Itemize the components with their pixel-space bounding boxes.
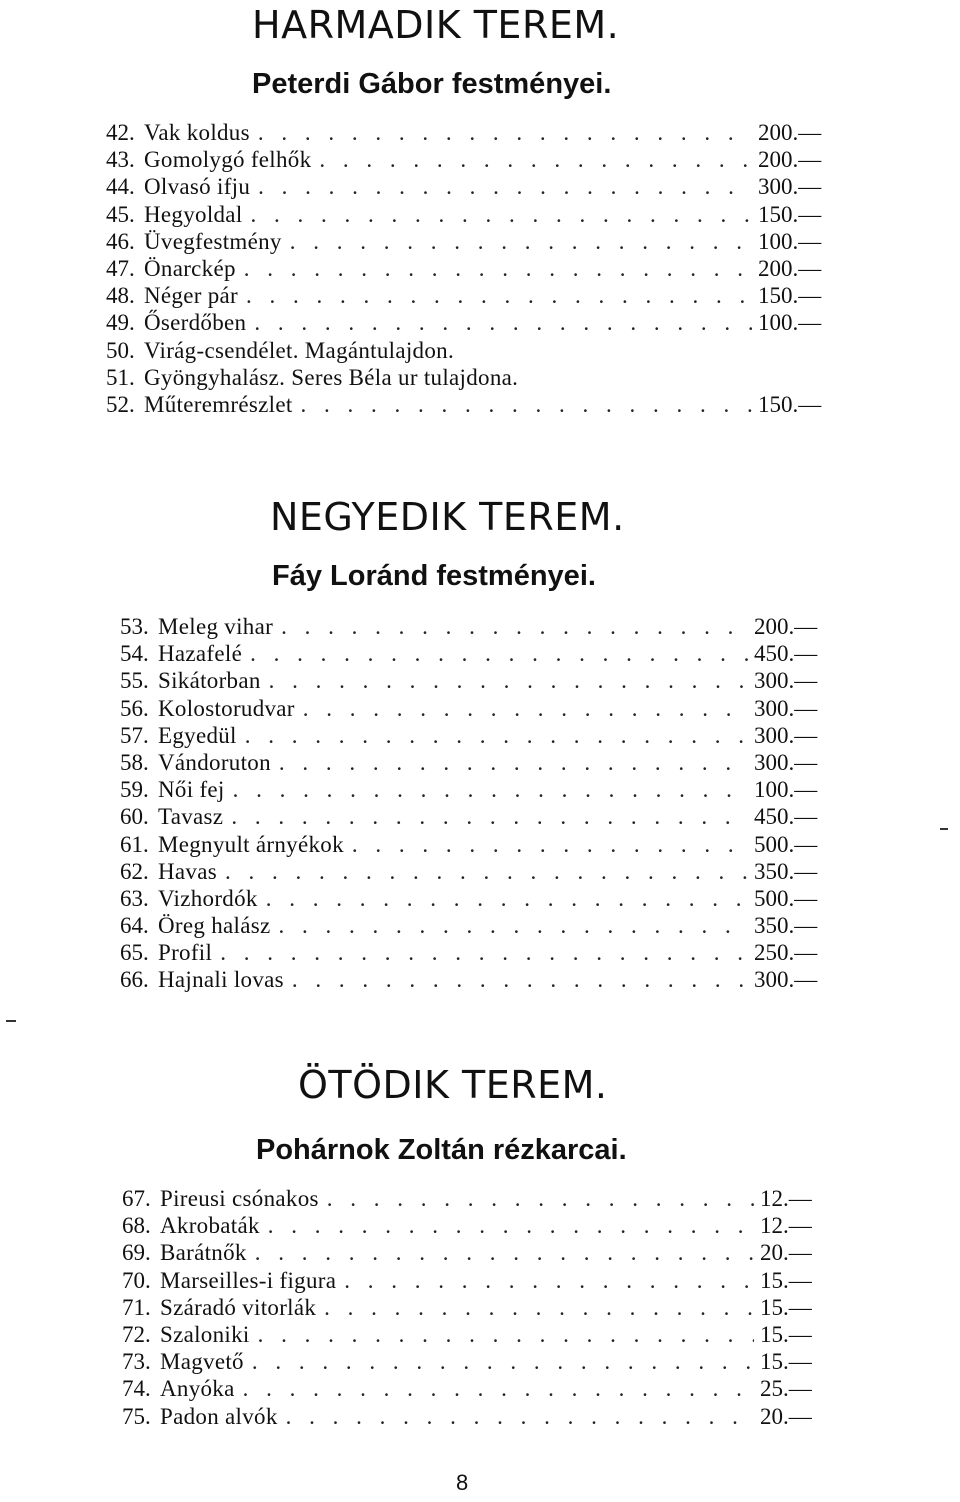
entry-price: 450.— — [754, 804, 818, 830]
catalog-entry — [122, 1322, 838, 1349]
catalog-entry — [120, 777, 832, 804]
entry-number: 49. — [106, 310, 135, 336]
entry-price: 15.— — [760, 1349, 812, 1375]
catalog-entry — [122, 1213, 838, 1240]
dot-leader — [344, 832, 748, 858]
entry-number: 72. — [122, 1321, 151, 1347]
entry-number: 44. — [106, 174, 135, 200]
entry-price: 350.— — [754, 913, 818, 939]
entry-title: Gomolygó felhők — [144, 147, 312, 173]
entry-price: 100.— — [758, 228, 822, 254]
entry-number: 62. — [120, 858, 149, 884]
catalog-entry — [106, 147, 836, 174]
entry-price: 250.— — [754, 940, 818, 966]
entry-title: Hajnali lovas — [158, 967, 284, 993]
catalog-entry — [120, 913, 832, 940]
entry-price: 200.— — [754, 614, 818, 639]
catalog-entry — [120, 886, 832, 913]
entry-title: Tavasz — [158, 804, 224, 830]
entry-number: 48. — [106, 283, 135, 309]
entry-number: 59. — [120, 777, 149, 803]
entry-price: 300.— — [754, 668, 818, 694]
entry-title: Sikátorban — [158, 668, 261, 694]
entry-price: 12.— — [760, 1213, 812, 1239]
catalog-entry — [122, 1404, 838, 1431]
dot-leader — [212, 940, 748, 966]
entry-price: 150.— — [758, 391, 822, 417]
entry-price: 200.— — [758, 120, 822, 145]
dot-leader — [246, 310, 752, 336]
dot-leader — [336, 1268, 754, 1294]
entry-price: 25.— — [760, 1376, 812, 1402]
dot-leader — [243, 202, 752, 228]
catalog-entry — [120, 641, 832, 668]
entry-number: 63. — [120, 885, 149, 911]
dot-leader — [250, 120, 752, 146]
entry-title: Vak koldus — [144, 120, 250, 145]
section-subheading-fay: Fáy Loránd festményei. — [272, 560, 596, 592]
dot-leader — [293, 392, 752, 418]
entry-title: Hegyoldal — [144, 201, 243, 227]
dot-leader — [271, 913, 749, 939]
dot-leader — [311, 147, 752, 173]
entry-number: 66. — [120, 967, 149, 993]
catalog-entry — [120, 696, 832, 723]
catalog-entry — [106, 365, 836, 392]
entry-number: 73. — [122, 1349, 151, 1375]
dot-leader — [242, 641, 748, 667]
entry-title: Marseilles-i figura — [160, 1267, 337, 1293]
catalog-entry — [120, 750, 832, 777]
dot-leader — [316, 1295, 754, 1321]
entry-price: 100.— — [758, 310, 822, 336]
dot-leader — [225, 777, 748, 803]
entry-number: 71. — [122, 1294, 151, 1320]
entry-title: Őserdőben — [144, 310, 247, 336]
catalog-entry — [120, 668, 832, 695]
dot-leader — [223, 804, 748, 830]
catalog-entry — [120, 723, 832, 750]
entry-number: 65. — [120, 940, 149, 966]
dot-leader — [284, 967, 748, 993]
page-number: 8 — [456, 1470, 469, 1495]
entry-number: 58. — [120, 749, 149, 775]
entry-title: Öreg halász — [158, 913, 271, 939]
entry-number: 61. — [120, 831, 149, 857]
entry-price: 300.— — [754, 749, 818, 775]
entry-price: 15.— — [760, 1294, 812, 1320]
entry-title: Magvető — [160, 1349, 244, 1375]
catalog-entry — [106, 338, 836, 365]
entry-number: 42. — [106, 120, 135, 145]
catalog-entry — [120, 804, 832, 831]
entry-price: 300.— — [754, 967, 818, 993]
entry-number: 51. — [106, 364, 135, 390]
catalog-entry — [122, 1349, 838, 1376]
catalog-entry — [120, 859, 832, 886]
entry-number: 55. — [120, 668, 149, 694]
catalog-entry — [120, 832, 832, 859]
dot-leader — [235, 1376, 754, 1402]
entry-title: Egyedül — [158, 722, 237, 748]
entry-price: 500.— — [754, 831, 818, 857]
entry-number: 75. — [122, 1403, 151, 1429]
catalog-list-otodik — [122, 1186, 838, 1431]
entry-title: Profil — [158, 940, 213, 966]
entry-price: 20.— — [760, 1403, 812, 1429]
entry-price: 200.— — [758, 255, 822, 281]
entry-price: 200.— — [758, 147, 822, 173]
entry-title: Üvegfestmény — [144, 228, 282, 254]
entry-number: 52. — [106, 391, 135, 417]
entry-number: 54. — [120, 641, 149, 667]
dot-leader — [260, 1213, 754, 1239]
dot-leader — [258, 886, 748, 912]
catalog-entry — [106, 229, 836, 256]
entry-title: Megnyult árnyékok — [158, 831, 344, 857]
section-heading-negyedik: NEGYEDIK TEREM. — [270, 495, 625, 539]
entry-title: Önarckép — [144, 255, 236, 281]
dot-leader — [271, 750, 748, 776]
print-mark — [940, 828, 948, 830]
entry-price: 12.— — [760, 1186, 812, 1211]
entry-price: 350.— — [754, 858, 818, 884]
entry-title: Hazafelé — [158, 641, 243, 667]
entry-price: 100.— — [754, 777, 818, 803]
entry-price: 450.— — [754, 641, 818, 667]
catalog-entry — [106, 310, 836, 337]
entry-price: 300.— — [754, 695, 818, 721]
entry-price: 150.— — [758, 283, 822, 309]
catalog-entry — [120, 967, 832, 994]
entry-price: 150.— — [758, 201, 822, 227]
dot-leader — [261, 668, 748, 694]
entry-number: 69. — [122, 1240, 151, 1266]
catalog-entry — [106, 120, 836, 147]
catalog-entry — [122, 1268, 838, 1295]
entry-price: 15.— — [760, 1267, 812, 1293]
entry-price: 300.— — [754, 722, 818, 748]
entry-number: 64. — [120, 913, 149, 939]
catalog-entry — [106, 283, 836, 310]
entry-title: Virág-csendélet. Magántulajdon. — [144, 337, 455, 363]
entry-title: Kolostorudvar — [158, 695, 295, 721]
catalog-entry — [120, 614, 832, 641]
dot-leader — [236, 256, 752, 282]
entry-price: 300.— — [758, 174, 822, 200]
dot-leader — [247, 1240, 754, 1266]
entry-price: 20.— — [760, 1240, 812, 1266]
entry-title: Meleg vihar — [158, 614, 274, 639]
entry-number: 53. — [120, 614, 149, 639]
catalog-entry — [122, 1186, 838, 1213]
section-subheading-peterdi: Peterdi Gábor festményei. — [252, 68, 612, 100]
dot-leader — [282, 229, 752, 255]
dot-leader — [278, 1404, 754, 1430]
catalog-entry — [106, 202, 836, 229]
entry-price: 15.— — [760, 1321, 812, 1347]
catalog-entry — [106, 256, 836, 283]
entry-title: Pireusi csónakos — [160, 1186, 319, 1211]
entry-title: Anyóka — [160, 1376, 235, 1402]
catalog-entry — [122, 1376, 838, 1403]
entry-number: 46. — [106, 228, 135, 254]
catalog-entry — [120, 940, 832, 967]
entry-title: Szaloniki — [160, 1321, 250, 1347]
entry-number: 56. — [120, 695, 149, 721]
entry-title: Gyöngyhalász. Seres Béla ur tulajdona. — [144, 364, 519, 390]
entry-number: 45. — [106, 201, 135, 227]
entry-title: Olvasó ifju — [144, 174, 251, 200]
entry-title: Száradó vitorlák — [160, 1294, 317, 1320]
entry-number: 60. — [120, 804, 149, 830]
catalog-entry — [106, 392, 836, 419]
entry-title: Vizhordók — [158, 885, 258, 911]
entry-title: Akrobaták — [160, 1213, 260, 1239]
dot-leader — [237, 723, 748, 749]
print-mark — [6, 1020, 16, 1022]
entry-number: 57. — [120, 722, 149, 748]
catalog-list-harmadik — [106, 120, 836, 419]
catalog-entry — [122, 1240, 838, 1267]
entry-number: 43. — [106, 147, 135, 173]
entry-title: Havas — [158, 858, 217, 884]
entry-title: Műteremrészlet — [144, 391, 293, 417]
dot-leader — [319, 1186, 754, 1212]
catalog-entry — [106, 174, 836, 201]
section-heading-harmadik: HARMADIK TEREM. — [252, 3, 620, 47]
catalog-entry — [122, 1295, 838, 1322]
entry-number: 68. — [122, 1213, 151, 1239]
entry-title: Vándoruton — [158, 749, 271, 775]
dot-leader — [217, 859, 748, 885]
entry-price: 500.— — [754, 885, 818, 911]
entry-number: 50. — [106, 337, 135, 363]
entry-number: 47. — [106, 255, 135, 281]
dot-leader — [244, 1349, 754, 1375]
entry-title: Barátnők — [160, 1240, 247, 1266]
section-subheading-poharnok: Pohárnok Zoltán rézkarcai. — [256, 1134, 627, 1166]
entry-title: Női fej — [158, 777, 225, 803]
dot-leader — [250, 1322, 754, 1348]
entry-title: Néger pár — [144, 283, 239, 309]
entry-number: 67. — [122, 1186, 151, 1211]
catalog-list-negyedik — [120, 614, 832, 995]
entry-title: Padon alvók — [160, 1403, 278, 1429]
section-heading-otodik: ÖTÖDIK TEREM. — [298, 1063, 608, 1107]
dot-leader — [238, 283, 752, 309]
dot-leader — [273, 614, 748, 640]
dot-leader — [250, 174, 752, 200]
entry-number: 74. — [122, 1376, 151, 1402]
entry-number: 70. — [122, 1267, 151, 1293]
dot-leader — [295, 696, 748, 722]
